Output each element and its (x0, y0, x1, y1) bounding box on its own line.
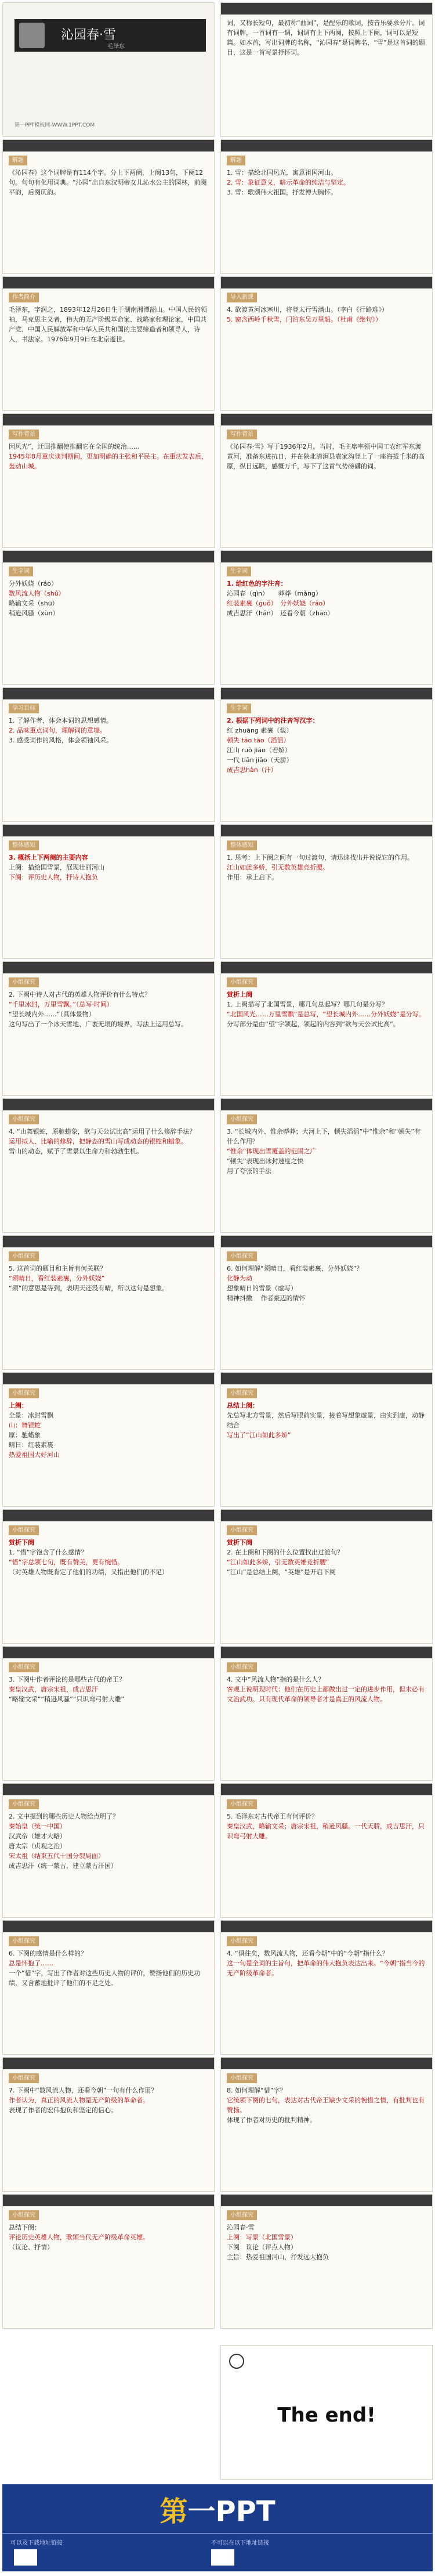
slide-line: 3. 下阕中作者评论的是哪些古代的帝王？ (9, 1676, 125, 1683)
slide-tag: 小组探究 (227, 1251, 257, 1261)
slide-body (227, 977, 426, 1091)
slide-body (227, 18, 426, 132)
slide-line: “江山如此多娇，引无数英雄竞折腰” (227, 1558, 329, 1566)
slide-line: “望长城内外……”（具体景物） (9, 1011, 95, 1018)
slide-19[interactable] (220, 1235, 433, 1370)
slide-tag: 学习目标 (9, 703, 39, 713)
slide-tag: 解题 (227, 156, 245, 165)
slide-heading: 赏析下阕 (9, 1539, 34, 1546)
slide-line: 1. 了解作者，体会本词的思想感情。 (9, 717, 113, 724)
slide-line: 客观上说明现时代：他们在历史上都做出过一定的进步作用，但未必有文治武功。只有现代革命的领导者才是真正的风流人物。 (227, 1686, 425, 1703)
slide-24[interactable] (2, 1646, 215, 1781)
slide-line: 顿失 tāo tāo（滔滔） (227, 737, 290, 744)
slide-line: 沁园春（qìn） 莽莽（mǎng） (227, 590, 322, 597)
slide-tag: 导入新课 (227, 293, 257, 302)
slide-line: 一代 tiān jiāo（天骄） (227, 756, 293, 764)
slide-body (227, 1251, 426, 1365)
slide-11[interactable] (220, 687, 433, 822)
slide-body (227, 2210, 426, 2324)
slide-line: 2. 雪：象征意义，暗示革命的纯洁与坚定。 (227, 179, 350, 186)
slide-body (227, 566, 426, 680)
footer-line2: 不可以在以下地址链接 (211, 2540, 269, 2546)
slide-body (227, 1114, 426, 1228)
slide-tag: 写作背景 (227, 430, 257, 439)
slide-ribbon (221, 414, 432, 425)
slide-line: 作用：承上启下。 (227, 874, 278, 881)
slide-title[interactable] (2, 2, 215, 137)
title-banner (14, 19, 206, 52)
slide-9[interactable] (220, 550, 433, 685)
footer-qr-icon (14, 2549, 37, 2566)
slide-ribbon (221, 551, 432, 562)
slide-10[interactable] (2, 687, 215, 822)
slide-tag: 小组探究 (227, 2073, 257, 2083)
slide-line: 先总写北方雪景，然后写眼前实景，接着写想象虚景，由实到虚，动静结合 (227, 1412, 425, 1429)
slide-line: 原：驰蜡象 (9, 1431, 41, 1439)
slide-tag: 小组探究 (9, 977, 39, 987)
slide-ribbon (3, 1373, 214, 1384)
slide-ribbon (3, 277, 214, 288)
slide-body (9, 1799, 208, 1913)
slide-line: 2. 品味重点词句，理解词的意境。 (9, 727, 106, 734)
slide-line: 用了夸张的手法 (227, 1167, 271, 1175)
slide-ribbon (221, 1510, 432, 1521)
slide-line: 1. 上阙描写了北国雪景，哪几句总起写？哪几句是分写？ (227, 1001, 388, 1008)
slide-tag: 写作背景 (9, 430, 39, 439)
slide-29[interactable] (220, 1920, 433, 2055)
slide-line: 宋太祖（结束五代十国分裂局面） (9, 1852, 104, 1860)
slide-ribbon (3, 1099, 214, 1110)
slide-line: 下阕：评历史人物，抒诗人抱负 (9, 874, 98, 881)
slide-line: 稍逊风骚（xùn） (9, 609, 59, 617)
footer-logo-b: 一PPT (187, 2495, 276, 2528)
slide-line: 《沁园春·雪》写于1936年2月。当时，毛主席率领中国工农红军东渡黄河，准备东进抗日，并在陕北清涧县袁家沟登上了一座海拔千米的高原，纵目远眺，感慨万千，写下了这首气势磅礴的词。 (227, 443, 425, 470)
slide-line: 2. 在上阕和下阕的什么位置找出过渡句？ (227, 1549, 343, 1556)
slide-line: 一个“惜”字，写出了作者对这些历史人物的评价，赞扬他们的历史功绩，又含蓄地批评了他们的不足之处。 (9, 1969, 201, 1987)
slide-ribbon (3, 2058, 214, 2069)
slide-line: 这一句是全词的主旨句，把革命的伟大抱负表达出来。“今朝”指当今的无产阶级革命者。 (227, 1960, 425, 1977)
slide-tag: 生字词 (227, 567, 251, 576)
slide-line: 体现了作者对历史的批判精神。 (227, 2116, 316, 2124)
slide-tag: 解题 (9, 156, 27, 165)
slide-line: 汉武帝（雄才大略） (9, 1832, 66, 1840)
slide-line: 运用拟人、比喻的修辞，把静态的雪山写成动态的银蛇和蜡象。 (9, 1138, 187, 1145)
slide-ribbon (221, 2058, 432, 2069)
slide-6[interactable] (2, 413, 215, 548)
slide-tag: 小组探究 (9, 1936, 39, 1946)
slide-body (227, 1388, 426, 1502)
slide-ribbon (221, 3, 432, 15)
slide-heading: 总结上阕： (227, 1402, 259, 1409)
slide-tag: 小组探究 (9, 2073, 39, 2083)
slide-25[interactable] (220, 1646, 433, 1781)
slide-line: “惟余”体现出雪覆盖的范围之广 (227, 1148, 317, 1155)
slide-line: 总结下阕： (9, 2224, 41, 2231)
slide-line: 7. 下阙中“数风流人物，还看今朝”一句有什么作用？ (9, 2087, 158, 2094)
slide-body (9, 840, 208, 954)
slide-ribbon (3, 551, 214, 562)
slide-heading: 上阙： (9, 1402, 28, 1409)
slide-line: 表现了作者的宏伟抱负和坚定的信心。 (9, 2106, 117, 2114)
footer-logo (2, 2489, 433, 2529)
slide-body (227, 155, 426, 269)
slide-line: 红装素裹（guǒ） 分外妖娆（ráo） (227, 600, 329, 607)
slide-line: 略输文采（shū） (9, 600, 59, 607)
slide-end[interactable] (220, 2345, 433, 2480)
slide-ribbon (3, 962, 214, 973)
slide-ribbon (3, 1236, 214, 1247)
slide-author: 毛泽东 (107, 44, 125, 50)
slide-line: “须晴日，看红装素裹，分外妖娆” (9, 1275, 105, 1282)
slide-tag: 生字词 (9, 567, 33, 576)
slide-27[interactable] (220, 1783, 433, 1918)
slide-line: 分写部分是由“望”字领起，领起的内容到“欲与天公试比高”。 (227, 1020, 400, 1028)
slide-tag: 小组探究 (227, 1114, 257, 1124)
slide-tag: 整体感知 (227, 840, 257, 850)
slide-ribbon (221, 1784, 432, 1795)
slide-body (227, 1662, 426, 1776)
slide-5[interactable] (220, 276, 433, 411)
slide-tag: 小组探究 (227, 1936, 257, 1946)
slide-2[interactable] (2, 139, 215, 274)
slide-tag: 小组探究 (227, 1799, 257, 1809)
slide-body (227, 429, 426, 543)
slide-line: 分外妖娆（ráo） (9, 580, 57, 587)
slide-body (227, 1936, 426, 2050)
slide-line: 2. 文中提到的哪些历史人物给点明了？ (9, 1813, 119, 1820)
slide-line: 6. 如何理解“须晴日，看红装素裹，分外妖娆”？ (227, 1265, 363, 1272)
slide-body (9, 1525, 208, 1639)
footer-banner (2, 2484, 433, 2571)
slide-line: 上阕：写景（北国雪景） (227, 2234, 297, 2241)
slide-ribbon (221, 1647, 432, 1658)
slide-12[interactable] (2, 824, 215, 959)
slide-21[interactable] (220, 1372, 433, 1507)
slide-15[interactable] (220, 961, 433, 1096)
slide-line: 热爱祖国大好河山 (9, 1451, 60, 1459)
footer-qr-icon-2 (211, 2549, 234, 2566)
slide-line: “北国风光……万里雪飘”是总写，“望长城内外……分外妖娆”是分写。 (227, 1011, 425, 1018)
slide-line: “千里冰封，万里雪飘。”（总写·时间） (9, 1001, 113, 1008)
slide-line: 晴日：红装素裹 (9, 1441, 53, 1449)
slide-line: “顿失”表现出冰封速度之快 (227, 1157, 304, 1165)
slide-line: 沁园春·雪 (227, 2224, 255, 2231)
slide-body (9, 2210, 208, 2324)
slide-tag: 小组探究 (9, 1251, 39, 1261)
slide-33[interactable] (220, 2194, 433, 2329)
slide-line: 这句写出了一个冰天雪地、广袤无垠的境界，写法上运用总写。 (9, 1020, 187, 1028)
slide-line: 3. 感受词作的风格，体会领袖风采。 (9, 737, 113, 744)
slide-line: “须”的意思是等到，表明天还没有晴，所以这句是想象。 (9, 1285, 169, 1292)
slide-line: 4. “山舞银蛇，原驰蜡象，欲与天公试比高”运用了什么修辞手法？ (9, 1128, 196, 1135)
slide-line: 数风流人物（shǔ） (9, 590, 65, 597)
slide-body (9, 1251, 208, 1365)
slide-line: “惜”字总领七句，既有赞美，更有惋惜。 (9, 1558, 124, 1566)
slide-line: 秦皇汉武，略输文采；唐宗宋祖，稍逊风骚。一代天骄，成吉思汗，只识弯弓射大雕。 (227, 1823, 425, 1840)
site-text: 第一PPT模板网-WWW.1PPT.COM (14, 122, 95, 128)
slide-line: 全景：冰封雪飘 (9, 1412, 53, 1419)
slide-body (227, 1799, 426, 1913)
slide-line: 写出了“江山如此多娇” (227, 1431, 291, 1439)
slide-tag: 小组探究 (227, 1662, 257, 1672)
slide-heading: 赏析下阕 (227, 1539, 252, 1546)
slide-ribbon (221, 962, 432, 973)
slide-tag: 小组探究 (227, 1388, 257, 1398)
slide-ribbon (221, 1373, 432, 1384)
slide-13[interactable] (220, 824, 433, 959)
slide-line: 5. 毛泽东对古代帝王有何评价？ (227, 1813, 318, 1820)
slide-14[interactable] (2, 961, 215, 1096)
slide-ribbon (221, 140, 432, 151)
slide-body (9, 1114, 208, 1228)
slide-body (227, 840, 426, 954)
slide-17[interactable] (220, 1098, 433, 1233)
slide-line: 1. “惜”字饱含了什么感情？ (9, 1549, 88, 1556)
slide-line: 唐太宗（贞观之治） (9, 1842, 66, 1850)
slide-body (9, 703, 208, 817)
slide-28[interactable] (2, 1920, 215, 2055)
slide-tag: 小组探究 (9, 1662, 39, 1672)
slide-line: 想象晴日的雪景（虚写） (227, 1285, 297, 1292)
slide-line: 总是怀抱了…… (9, 1960, 53, 1967)
slide-line: 下阕：议论（评点人物） (227, 2243, 297, 2251)
slide-tag: 小组探究 (9, 1114, 39, 1124)
slide-tag: 小组探究 (227, 1525, 257, 1535)
slide-line: 5. 这首词的题目和主旨有何关联？ (9, 1265, 106, 1272)
slide-ribbon (3, 688, 214, 699)
slide-line: 《沁园春》这个词牌是有114个字。分上下两阕，上阕13句，下阕12句。句句有化用词典。“沁园”出自东汉明帝女儿沁水公主的园林，前阕平韵，后阕仄韵。 (9, 169, 207, 196)
title-art-icon (19, 23, 45, 48)
slide-31[interactable] (220, 2057, 433, 2192)
slide-body (9, 1388, 208, 1502)
footer-logo-a: 第 (160, 2495, 188, 2528)
slide-ribbon (3, 414, 214, 425)
slide-heading: 2. 根据下列词中的注音写汉字： (227, 717, 319, 724)
slide-16[interactable] (2, 1098, 215, 1233)
slide-line: 化静为动 (227, 1275, 252, 1282)
slide-line: 主旨：热爱祖国河山，抒发远大抱负 (227, 2253, 329, 2261)
slide-line: 秦始皇（统一中国） (9, 1823, 66, 1830)
slide-line: 江山如此多娇，引无数英雄竞折腰。 (227, 864, 329, 871)
slide-line: 词，又称长短句，最初称“曲词”，是配乐的歌词，按音乐要求分片。词有词牌，一首词有一调，词调有上下两阕，按照上下阕，词可以是短篇。如本首，写出词牌的名称，“沁园春”是词牌名，“雪”是这首词的题目，这是一首写景抒怀词。 (227, 19, 425, 56)
slide-ribbon (221, 1099, 432, 1110)
slide-line: 因风光”，迂回推翻使推翻它在全国的统治…… (9, 443, 140, 450)
slide-ribbon (3, 1921, 214, 1932)
slide-tag: 作者简介 (9, 293, 39, 302)
end-text: The end! (277, 2404, 376, 2427)
slide-line: 秦皇汉武，唐宗宋祖，成吉思汗 (9, 1686, 98, 1693)
gear-icon (229, 2354, 244, 2369)
slide-20[interactable] (2, 1372, 215, 1507)
slide-tag: 小组探究 (227, 2210, 257, 2220)
slide-1[interactable] (220, 2, 433, 137)
slide-18[interactable] (2, 1235, 215, 1370)
slide-line: 5. 窗含西岭千秋雪，门泊东吴万里船。（杜甫《绝句》） (227, 316, 382, 323)
slide-title-text: 沁园春·雪 (61, 28, 116, 42)
slide-body (9, 292, 208, 406)
footer-rule (2, 2533, 433, 2534)
slide-body (9, 2073, 208, 2187)
slide-body (9, 566, 208, 680)
slide-line: 8. 如何理解“惜”字？ (227, 2087, 287, 2094)
slide-line: 4. 欲渡黄河冰塞川，将登太行雪满山。（李白《行路难》） (227, 306, 388, 313)
slide-line: 6. 下阕的感情是什么样的？ (9, 1950, 87, 1957)
slide-30[interactable] (2, 2057, 215, 2192)
slide-ribbon (221, 2195, 432, 2206)
slide-body (227, 292, 426, 406)
slide-line: 作者认为，真正的风流人物是无产阶级的革命者。 (9, 2097, 149, 2104)
slide-line: （议论、抒情） (9, 2243, 53, 2251)
slide-body (9, 1936, 208, 2050)
slide-7[interactable] (220, 413, 433, 548)
slide-ribbon (221, 277, 432, 288)
slide-line: 4. “俱往矣，数风流人物，还看今朝”中的“今朝”指什么？ (227, 1950, 389, 1957)
slide-22[interactable] (2, 1509, 215, 1644)
slide-8[interactable] (2, 550, 215, 685)
slide-tag: 小组探究 (9, 1388, 39, 1398)
slide-ribbon (221, 825, 432, 836)
slide-body (227, 2073, 426, 2187)
slide-tag: 小组探究 (9, 1525, 39, 1535)
slide-line: 上阕：描绘国雪景，展现壮丽河山 (9, 864, 104, 871)
slide-line: 它统领下阕的七句，表达对古代帝王缺少文采的惋惜之情，有批判也有赞扬。 (227, 2097, 425, 2114)
slide-ribbon (3, 825, 214, 836)
slide-3[interactable] (220, 139, 433, 274)
slide-tag: 小组探究 (9, 1799, 39, 1809)
slide-heading: 3. 概括上下两阕的主要内容 (9, 854, 88, 861)
slide-line: 精神抖擞 作者豪迈的情怀 (227, 1294, 306, 1302)
slide-line: 2. 下阙中诗人对古代的英雄人物评价有什么特点？ (9, 991, 151, 998)
slide-line: 山：舞银蛇 (9, 1422, 41, 1429)
slide-ribbon (3, 1647, 214, 1658)
slide-heading: 1. 给红色的字注音： (227, 580, 287, 587)
slide-heading: 赏析上阕 (227, 991, 252, 998)
slide-ribbon (3, 1784, 214, 1795)
slide-tag: 生字词 (227, 703, 251, 713)
slide-line: 成吉思汗（hán） 还看今朝（zhāo） (227, 609, 334, 617)
slide-tag: 整体感知 (9, 840, 39, 850)
slide-ribbon (221, 1236, 432, 1247)
slide-23[interactable] (220, 1509, 433, 1644)
slide-tag: 小组探究 (9, 2210, 39, 2220)
slide-body (227, 1525, 426, 1639)
slide-line: 雪山的动态，赋予了雪景以生命力和勃勃生机。 (9, 1148, 143, 1155)
slide-body (9, 155, 208, 269)
slide-line: 1. 雪：描绘北国风光，寓意祖国河山。 (227, 169, 337, 176)
slide-line: 红 zhuāng 素裹（装） (227, 727, 293, 734)
slide-line: “略输文采”“稍逊风骚”“只识弯弓射大雕” (9, 1695, 125, 1703)
slide-ribbon (3, 2195, 214, 2206)
slide-line: “江山”是总结上阕，“英雄”是开启下阕 (227, 1568, 336, 1576)
slide-line: 1945年8月重庆谈判期间，更加明确的主张和平民主。在重庆发表后，轰动山城。 (9, 453, 208, 470)
slide-ribbon (3, 140, 214, 151)
slide-32[interactable] (2, 2194, 215, 2329)
slide-body (9, 1662, 208, 1776)
slide-body (9, 977, 208, 1091)
footer-line1: 可以及下载地址链接 (10, 2540, 63, 2546)
slide-line: 成吉思汗（统一蒙古，建立蒙古汗国） (9, 1862, 117, 1870)
slide-tag: 小组探究 (227, 977, 257, 987)
slide-line: 3. 雪：歌颂伟大祖国，抒发博大胸怀。 (227, 189, 337, 196)
slide-ribbon (3, 1510, 214, 1521)
slide-line: 1. 思考：上下阕之间有一句过渡句，请迅速找出并说说它的作用。 (227, 854, 414, 861)
slide-line: 3. “长城内外、惟余莽莽；大河上下，顿失滔滔”中“惟余”和“顿失”有什么作用？ (227, 1128, 421, 1145)
slide-line: （对英雄人物既肯定了他们的功绩，又指出他们的不足） (9, 1568, 168, 1576)
slide-line: 评论历史英雄人物，歌颂当代无产阶级革命英雄。 (9, 2234, 149, 2241)
slide-line: 4. 文中“风流人物”指的是什么人？ (227, 1676, 325, 1683)
slide-ribbon (221, 688, 432, 699)
slide-line: 成吉思hàn（汗） (227, 766, 277, 774)
slide-ribbon (221, 1921, 432, 1932)
slide-line: 毛泽东，字润之，1893年12月26日生于湖南湘潭韶山。中国人民的领袖，马克思主义者，伟大的无产阶级革命家、战略家和理论家，中国共产党、中国人民解放军和中华人民共和国的主要缔造者和领导人，诗人，书法家。1976年9月9日在北京逝世。 (9, 306, 207, 343)
slide-body (9, 429, 208, 543)
slide-body (227, 703, 426, 817)
slide-line: 江山 ruò jiāo（若娇） (227, 746, 291, 754)
slide-4[interactable] (2, 276, 215, 411)
slide-26[interactable] (2, 1783, 215, 1918)
